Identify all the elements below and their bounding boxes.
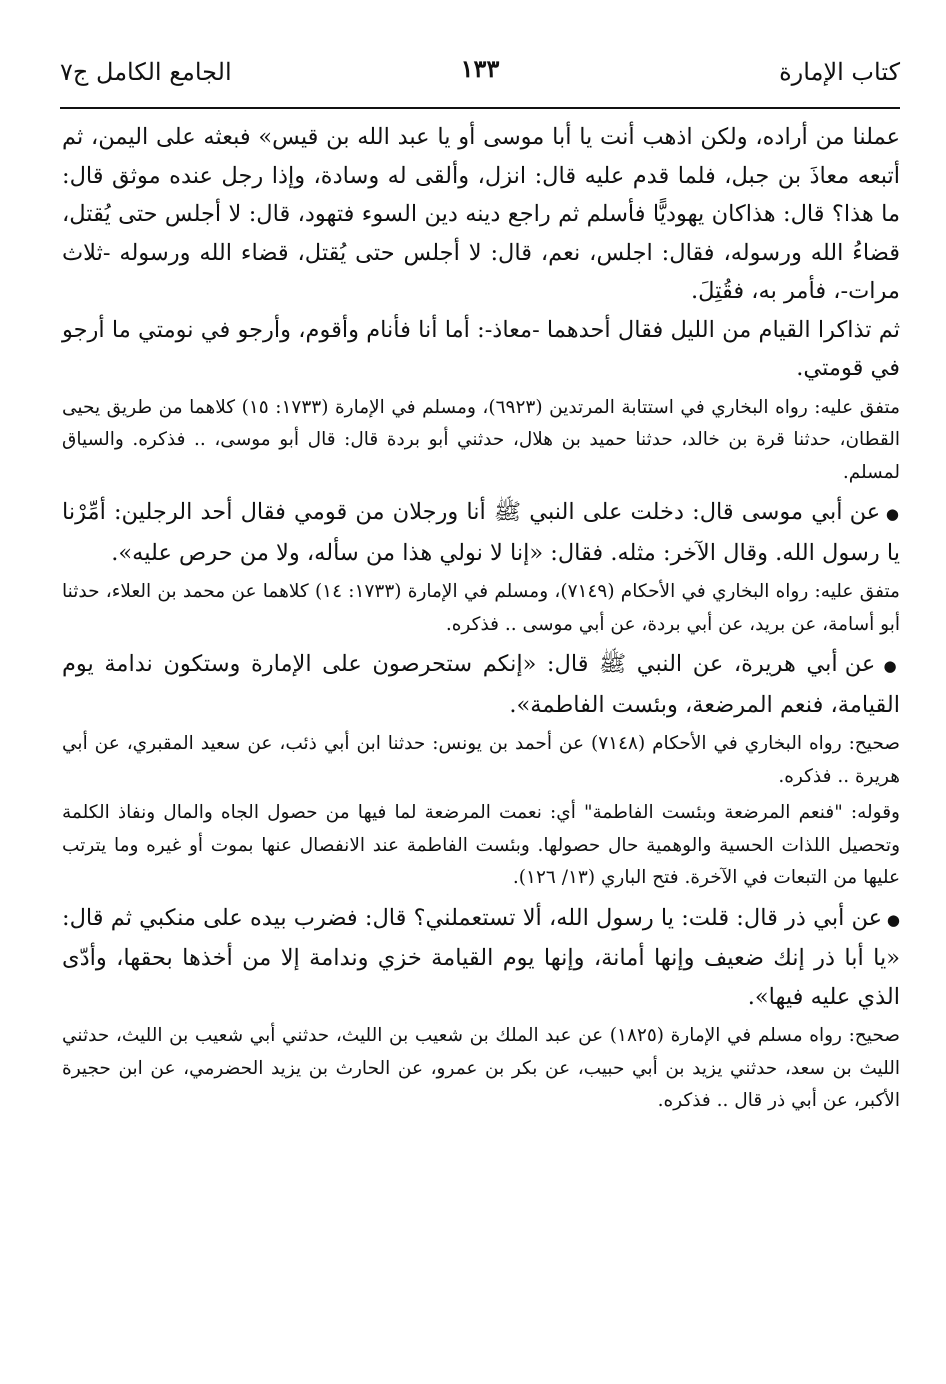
- page-number: ١٣٣: [460, 54, 500, 83]
- book-title: كتاب الإمارة: [779, 58, 900, 86]
- hadith-text: ● عن أبي هريرة، عن النبي ﷺ قال: «إنكم ستحرصون على الإمارة وستكون ندامة يوم القيامة، فنعم المرضعة، وبئست الفاطمة».: [62, 645, 900, 724]
- hadith-text: ● عن أبي ذر قال: قلت: يا رسول الله، ألا تستعملني؟ قال: فضرب بيده على منكبي ثم قال: «يا أبا ذر إنك ضعيف وإنها أمانة، وإنها يوم القيامة خزي وندامة إلا من أخذها بحقها، وأدّى الذي عليه فيها».: [62, 899, 900, 1017]
- takhrij-note: صحيح: رواه البخاري في الأحكام (٧١٤٨) عن أحمد بن يونس: حدثنا ابن أبي ذئب، عن سعيد المقبري، عن أبي هريرة .. فذكره.: [62, 733, 900, 787]
- hadith-text: عملنا من أراده، ولكن اذهب أنت يا أبا موسى أو يا عبد الله بن قيس» فبعثه على اليمن، ثم أتبعه معاذَ بن جبل، فلما قدم عليه قال: انزل، وألقى له وسادة، وإذا رجل عنده موثق قال: ما هذا؟ قال: هذاكان يهوديًّا فأسلم ثم راجع دينه دين السوء فتهود، قال: لا أجلس حتى يُقتل، قضاءُ الله ورسوله، فقال: اجلس، نعم، قال: لا أجلس حتى يُقتل، قضاء الله ورسوله -ثلاث مرات-، فأمر به، فقُتِلَ.: [62, 124, 900, 304]
- running-header: [60, 44, 900, 104]
- hadith-text: ثم تذاكرا القيام من الليل فقال أحدهما -معاذ-: أما أنا فأنام وأقوم، وأرجو في نومتي ما أرجو في قومتي.: [62, 316, 900, 381]
- page-body: [62, 118, 900, 1118]
- commentary-note: وقوله: "فنعم المرضعة وبئست الفاطمة" أي: نعمت المرضعة لما فيها من حصول الجاه والمال ونفاذ الكلمة وتحصيل اللذات الحسية والوهمية حال حصولها. وبئست الفاطمة عند الانفصال عنها بموت أو غيره وما يترتب عليها من التبعات في الآخرة. فتح الباري (١٣/ ١٢٦).: [62, 802, 900, 888]
- takhrij-note: متفق عليه: رواه البخاري في الأحكام (٧١٤٩)، ومسلم في الإمارة (١٧٣٣: ١٤) كلاهما عن محمد بن العلاء، حدثنا أبو أسامة، عن بريد، عن أبي بردة، عن أبي موسى .. فذكره.: [62, 581, 900, 635]
- volume-title: الجامع الكامل ج٧: [60, 58, 232, 86]
- header-rule: [60, 107, 900, 109]
- hadith-text: ● عن أبي موسى قال: دخلت على النبي ﷺ أنا ورجلان من قومي فقال أحد الرجلين: أمِّرْنا يا رسول الله. وقال الآخر: مثله. فقال: «إنا لا نولي هذا من سأله، ولا من حرص عليه».: [62, 493, 900, 572]
- takhrij-note: متفق عليه: رواه البخاري في استتابة المرتدين (٦٩٢٣)، ومسلم في الإمارة (١٧٣٣: ١٥) كلاهما من طريق يحيى القطان، حدثنا قرة بن خالد، حدثنا حميد بن هلال، حدثني أبو بردة قال: قال أبو موسى، .. فذكره. والسياق لمسلم.: [62, 396, 900, 483]
- takhrij-note: صحيح: رواه مسلم في الإمارة (١٨٢٥) عن عبد الملك بن شعيب بن الليث، حدثني أبي شعيب بن الليث، حدثني الليث بن سعد، حدثني يزيد بن أبي حبيب، عن بكر بن عمرو، عن الحارث بن يزيد الحضرمي، عن ابن حجيرة الأكبر، عن أبي ذر قال .. فذكره.: [62, 1025, 900, 1111]
